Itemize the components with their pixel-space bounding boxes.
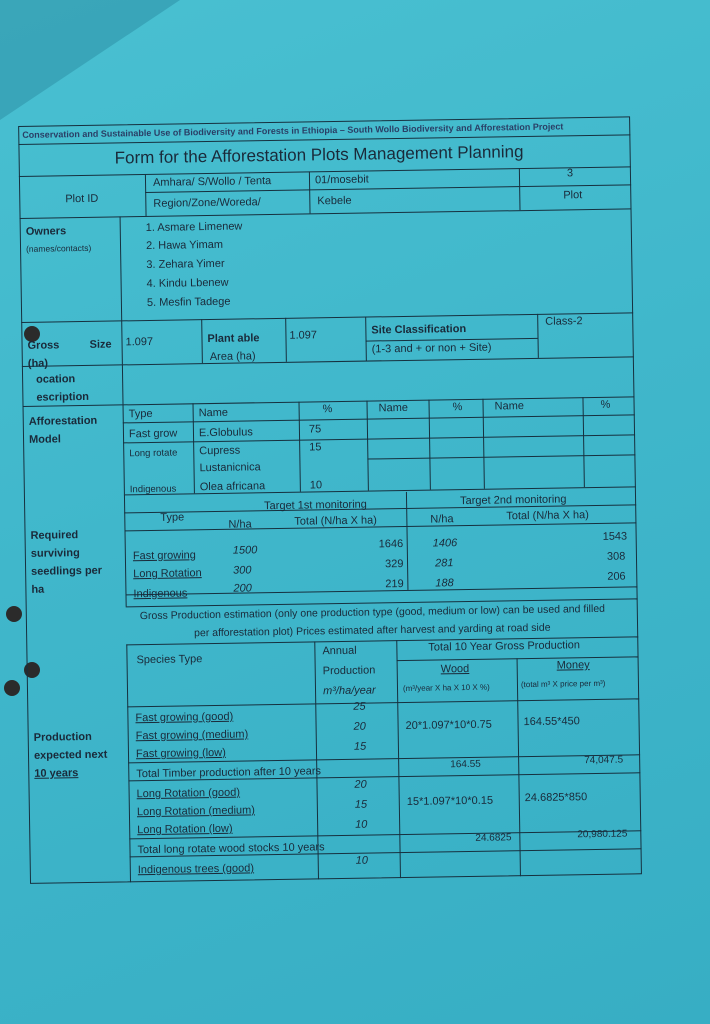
long-medium-val: 15 [354,798,368,811]
indigenous-good: Indigenous trees (good) [137,862,255,877]
class-value: Class-2 [545,315,583,328]
fast-good: Fast growing (good) [135,710,234,725]
punch-hole [6,606,22,622]
seedling-type: Long Rotation [133,567,202,581]
annual-production-header: Production [322,664,376,678]
total-10-year-header: Total 10 Year Gross Production [428,639,581,654]
long-low: Long Rotation (low) [137,822,233,837]
model-type: Fast grow [128,427,178,441]
fast-good-val: 25 [353,700,366,713]
model-type: Long rotate [129,447,178,460]
pct-header-3: % [600,398,611,411]
total-long-money: 20,980.125 [577,828,628,841]
owners-label: Owners [25,225,67,238]
owner-4: 4. Kindu Lbenew [146,276,229,290]
type-header: Type [160,511,185,524]
pct-header-2: % [452,401,463,414]
model-type: Indigenous [129,483,177,496]
model-name: E.Globulus [198,426,253,440]
annual-unit-header: m³/ha/year [322,684,376,698]
fast-low-val: 15 [353,740,367,753]
total-timber-wood: 164.55 [450,758,481,771]
gross-value: 1.097 [125,335,154,349]
first-monitoring: Target 1st monitoring [264,498,367,513]
total-timber: Total Timber production after 10 years [136,765,322,781]
total-header: Total (N/ha X ha) [294,514,378,528]
wood-formula: (m³/year X ha X 10 X %) [402,682,490,694]
plot-number: 3 [566,167,574,180]
seedling-t1: 329 [384,558,404,571]
seedling-n1: 1500 [232,544,258,557]
seedling-n1: 300 [233,564,252,577]
plot-label: Plot [563,189,583,202]
plantable-label: Plant able [207,332,260,346]
model-name: Olea africana [199,480,266,494]
model-pct: 15 [309,441,322,454]
area-label: Area (ha) [209,350,256,364]
fast-low: Fast growing (low) [135,746,226,761]
model-label: Model [28,433,61,446]
species-type-header: Species Type [136,653,203,667]
name-header: Name [198,406,229,420]
kebele-value: 01/mosebit [314,173,369,187]
seedling-t1: 219 [385,577,404,591]
seedlings-label: seedlings per [31,564,103,578]
model-pct: 75 [308,423,322,436]
fast-money-formula: 164.55*450 [523,715,580,729]
folded-corner [0,0,180,120]
long-good-val: 20 [354,778,367,791]
seedling-type: Indigenous [133,587,188,601]
size-label: Size [89,338,112,351]
long-low-val: 10 [355,818,368,831]
long-good: Long Rotation (good) [136,786,241,801]
seedling-t1: 1646 [378,538,404,551]
seedling-n2: 188 [435,577,454,590]
total-long: Total long rotate wood stocks 10 years [137,841,325,857]
seedling-t2: 1543 [602,530,628,543]
plantable-value: 1.097 [289,329,318,342]
description-label: escription [36,390,90,404]
plot-id-label: Plot ID [65,192,99,206]
fast-medium-val: 20 [353,720,366,733]
owner-5: 5. Mesfin Tadege [146,295,231,309]
seedling-n2: 281 [434,557,454,570]
expected-label: expected next [33,748,108,762]
seedling-t2: 308 [606,550,626,563]
model-pct: 10 [309,479,323,492]
type-header: Type [128,407,153,421]
seedling-n1: 200 [233,582,252,595]
site-classification-sub: (1-3 and + or non + Site) [371,341,492,356]
seedling-n2: 1406 [432,537,458,550]
model-name: Lustanicnica [199,461,261,475]
owner-2: 2. Hawa Yimam [145,238,224,253]
name-header-3: Name [494,400,525,413]
second-monitoring: Target 2nd monitoring [459,493,567,508]
fast-wood-formula: 20*1.097*10*0.75 [405,718,492,732]
punch-hole [4,680,20,696]
long-money-formula: 24.6825*850 [524,791,588,805]
money-header: Money [556,659,590,672]
project-header: Conservation and Sustainable Use of Biodiversity and Forests in Ethiopia – South Wollo Biodiversity and Afforestation Project [22,121,564,140]
years-label: 10 years [34,767,79,780]
production-note-1: Gross Production estimation (only one production type (good, medium or low) can be used and filled [139,602,606,623]
owner-1: 1. Asmare Limenew [145,220,243,235]
required-label: Required [30,529,79,542]
long-wood-formula: 15*1.097*10*0.15 [406,794,494,808]
total-timber-money: 74,047.5 [584,754,624,767]
gross-label: Gross [27,339,60,352]
wood-header: Wood [440,662,470,676]
total-header-2: Total (N/ha X ha) [506,509,589,523]
name-header-2: Name [378,401,409,415]
production-note-2: per afforestation plot) Prices estimated after harvest and yarding at road side [194,621,551,640]
long-medium: Long Rotation (medium) [136,804,256,819]
production-label: Production [33,730,92,744]
ha-label: ha [31,583,45,596]
kebele-label: Kebele [317,194,352,208]
nha-header: N/ha [228,518,252,531]
region-value: Amhara/ S/Wollo / Tenta [152,175,272,189]
fast-medium: Fast growing (medium) [135,728,249,743]
annual-header: Annual [322,644,357,658]
region-label: Region/Zone/Woreda/ [153,196,261,210]
afforestation-label: Afforestation [28,414,98,428]
owner-3: 3. Zehara Yimer [146,257,225,272]
afforestation-form [18,108,642,886]
form-title: Form for the Afforestation Plots Management Planning [114,142,524,168]
site-classification-label: Site Classification [371,322,467,337]
ha-label: (ha) [27,357,49,370]
seedling-type: Fast growing [132,549,196,563]
owners-sub: (names/contacts) [25,242,92,254]
surviving-label: surviving [30,547,80,560]
total-long-wood: 24.6825 [475,832,512,844]
pct-header: % [322,403,333,416]
nha-header-2: N/ha [430,513,454,526]
indigenous-val: 10 [355,854,369,867]
money-formula: (total m³ X price per m³) [520,678,606,690]
model-name: Cupress [199,444,241,458]
seedling-t2: 206 [607,570,626,583]
location-label: ocation [36,373,76,386]
